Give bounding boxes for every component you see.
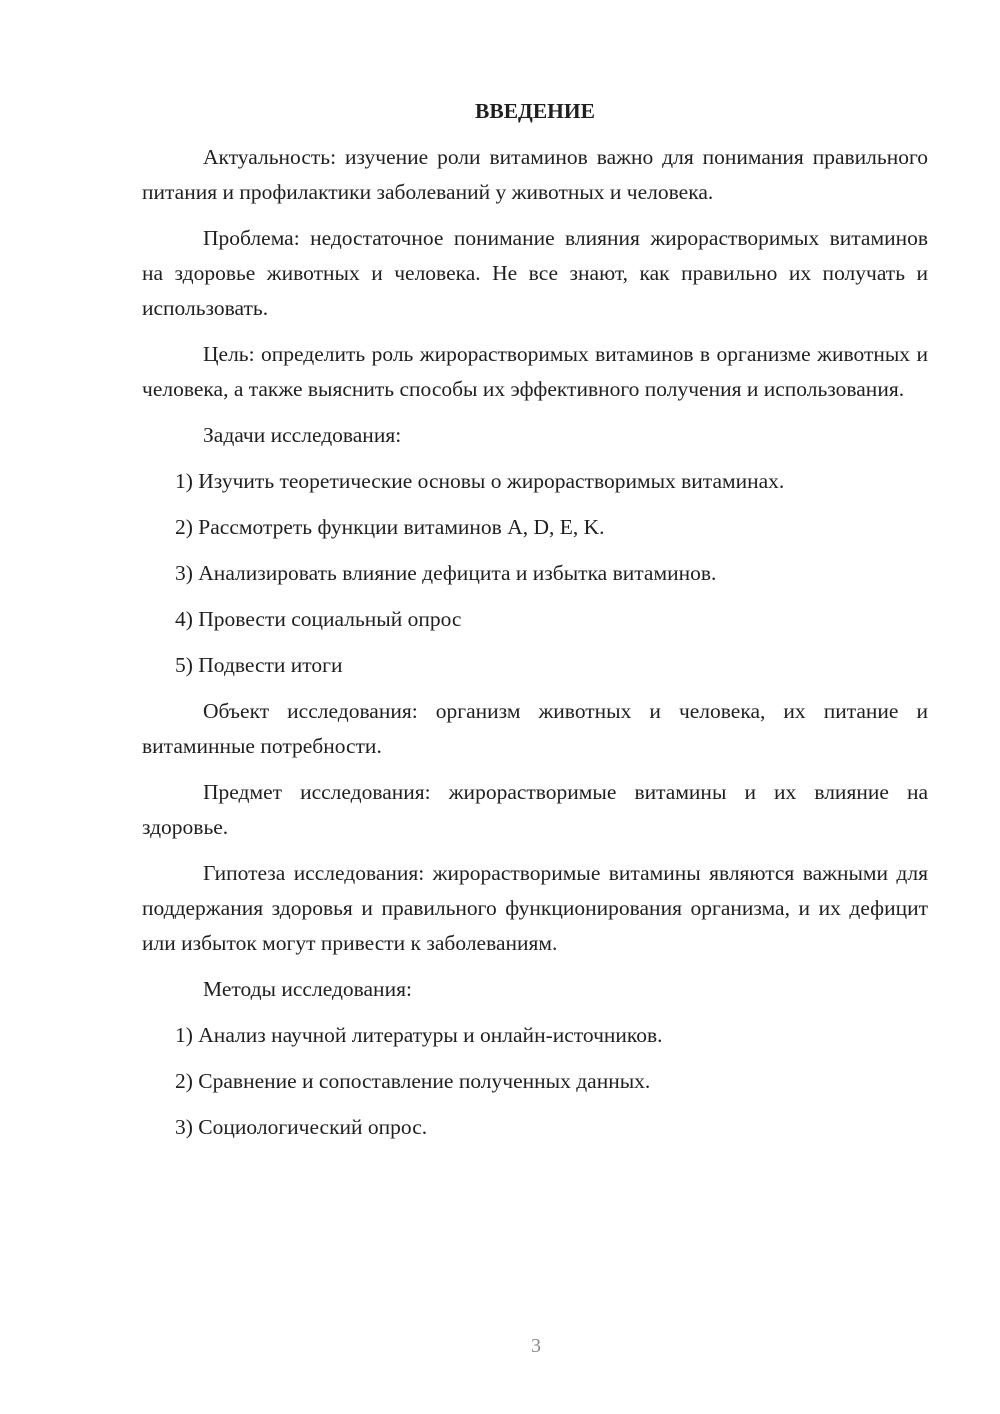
methods-list [142, 1018, 928, 1145]
methods-heading: Методы исследования: [203, 977, 412, 1001]
task-item: 2) Рассмотреть функции витаминов A, D, E, K. [175, 515, 605, 539]
task-item: 5) Подвести итоги [175, 653, 343, 677]
goal-paragraph: Цель: определить роль жирорастворимых витаминов в организме животных и человека, а также выяснить способы их эффективного получения и использования. [142, 342, 928, 401]
problem-paragraph: Проблема: недостаточное понимание влияния жирорастворимых витаминов на здоровье животных и человека. Не все знают, как правильно их получать и использовать. [142, 226, 928, 320]
relevance-paragraph: Актуальность: изучение роли витаминов важно для понимания правильного питания и профилактики заболеваний у животных и человека. [142, 145, 928, 204]
page-content [142, 94, 928, 1156]
hypothesis-paragraph: Гипотеза исследования: жирорастворимые витамины являются важными для поддержания здоровья и правильного функционирования организма, и их дефицит или избыток могут привести к заболеваниям. [142, 861, 928, 955]
tasks-list [142, 464, 928, 683]
task-item: 1) Изучить теоретические основы о жирорастворимых витаминах. [175, 469, 785, 493]
subject-paragraph: Предмет исследования: жирорастворимые витамины и их влияние на здоровье. [142, 780, 928, 839]
task-item: 3) Анализировать влияние дефицита и избытка витаминов. [175, 561, 717, 585]
method-item: 3) Социологический опрос. [175, 1115, 428, 1139]
method-item: 2) Сравнение и сопоставление полученных данных. [175, 1069, 651, 1093]
section-title: ВВЕДЕНИЕ [475, 99, 595, 123]
object-paragraph: Объект исследования: организм животных и человека, их питание и витаминные потребности. [142, 699, 928, 758]
method-item: 1) Анализ научной литературы и онлайн-источников. [175, 1023, 663, 1047]
task-item: 4) Провести социальный опрос [175, 607, 462, 631]
tasks-heading: Задачи исследования: [203, 423, 402, 447]
page-number: 3 [531, 1335, 541, 1357]
